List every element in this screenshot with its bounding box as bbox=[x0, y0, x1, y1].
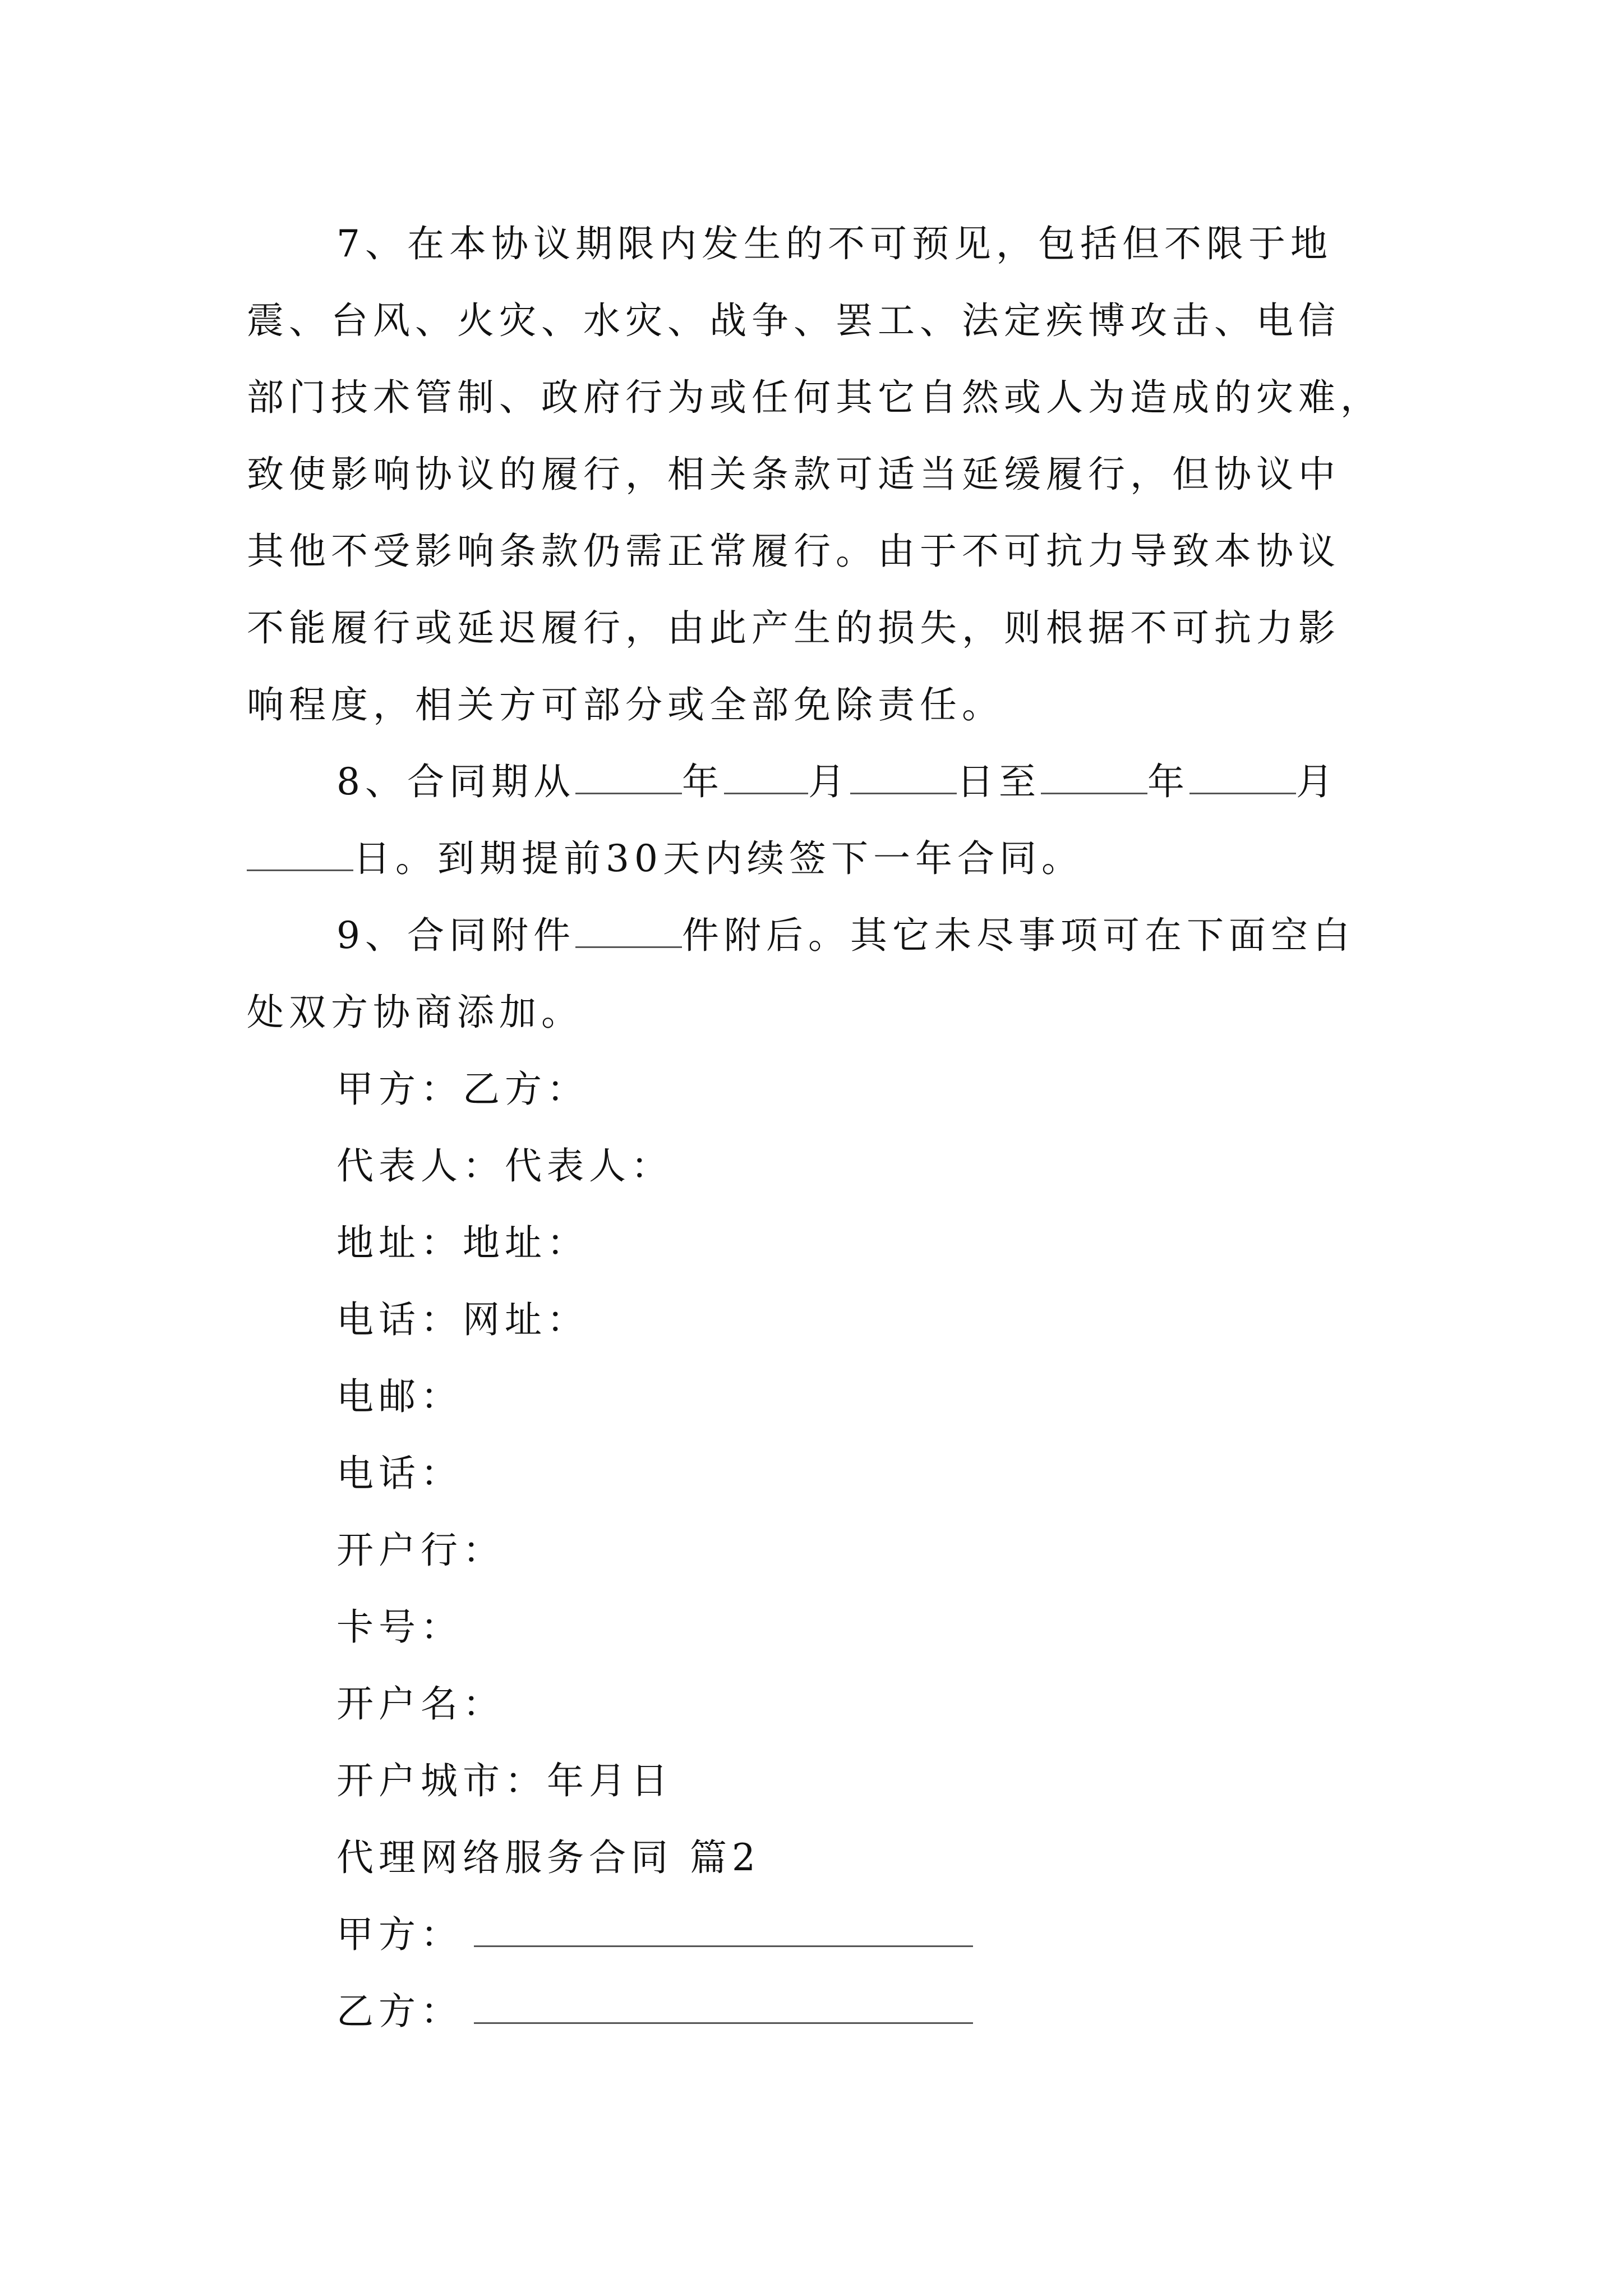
clause-7-line-7: 响程度，相关方可部分或全部免除责任。 bbox=[247, 683, 1004, 726]
field-representative: 代表人：代表人： bbox=[336, 1144, 673, 1188]
year-blank-2 bbox=[1041, 760, 1147, 794]
field-party-labels: 甲方：乙方： bbox=[336, 1068, 589, 1111]
attachment-count-blank bbox=[575, 914, 682, 948]
clause-8-month-1: 月 bbox=[808, 760, 850, 803]
clause-7-line-6: 不能履行或延迟履行，由此产生的损失，则根据不可抗力影 bbox=[247, 606, 1340, 650]
year-blank-1 bbox=[575, 760, 682, 794]
clause-8-line-2-text: 日。到期提前30天内续签下一年合同。 bbox=[353, 837, 1083, 880]
party-a-line bbox=[336, 1910, 973, 1960]
clause-7-line-3: 部门技术管制、政府行为或任何其它自然或人为造成的灾难， bbox=[247, 376, 1382, 419]
clause-8-year-1: 年 bbox=[682, 760, 724, 803]
clause-7-line-4: 致使影响协议的履行，相关条款可适当延缓履行，但协议中 bbox=[247, 453, 1340, 496]
clause-8-year-2: 年 bbox=[1147, 760, 1189, 803]
clause-9-line-1 bbox=[336, 910, 1355, 961]
clause-8-prefix: 8、合同期从 bbox=[336, 760, 575, 803]
field-email: 电邮： bbox=[336, 1375, 463, 1418]
clause-8-month-2: 月 bbox=[1296, 760, 1338, 803]
clause-7-line-1: 7、在本协议期限内发生的不可预见，包括但不限于地 bbox=[336, 222, 1332, 265]
field-bank: 开户行： bbox=[336, 1529, 505, 1572]
month-blank-2 bbox=[1189, 760, 1296, 794]
clause-7-line-5: 其他不受影响条款仍需正常履行。由于不可抗力导致本协议 bbox=[247, 530, 1340, 573]
day-blank-2 bbox=[247, 837, 353, 871]
section-2-title: 代理网络服务合同 篇2 bbox=[336, 1836, 760, 1879]
month-blank-1 bbox=[724, 760, 808, 794]
clause-9-suffix: 件附后。其它未尽事项可在下面空白 bbox=[682, 914, 1355, 957]
clause-9-line-2: 处双方协商添加。 bbox=[247, 991, 583, 1034]
clause-8-line-1 bbox=[336, 757, 1338, 807]
party-b-label: 乙方： bbox=[336, 1990, 463, 2033]
field-account-name: 开户名： bbox=[336, 1682, 505, 1726]
day-blank-1 bbox=[850, 760, 957, 794]
clause-8-day-to: 日至 bbox=[957, 760, 1041, 803]
clause-8-line-2 bbox=[247, 834, 1083, 884]
field-bank-city-date: 开户城市：年月日 bbox=[336, 1759, 673, 1802]
clause-9-prefix: 9、合同附件 bbox=[336, 914, 575, 957]
field-card-number: 卡号： bbox=[336, 1605, 463, 1649]
field-phone-website: 电话：网址： bbox=[336, 1298, 589, 1341]
clause-7-line-2: 震、台风、火灾、水灾、战争、罢工、法定疾博攻击、电信 bbox=[247, 299, 1340, 342]
party-a-label: 甲方： bbox=[336, 1913, 463, 1956]
party-b-blank bbox=[474, 1990, 973, 2024]
field-phone: 电话： bbox=[336, 1452, 463, 1495]
field-address: 地址：地址： bbox=[336, 1221, 589, 1264]
party-a-blank bbox=[474, 1913, 973, 1947]
party-b-line bbox=[336, 1986, 973, 2037]
